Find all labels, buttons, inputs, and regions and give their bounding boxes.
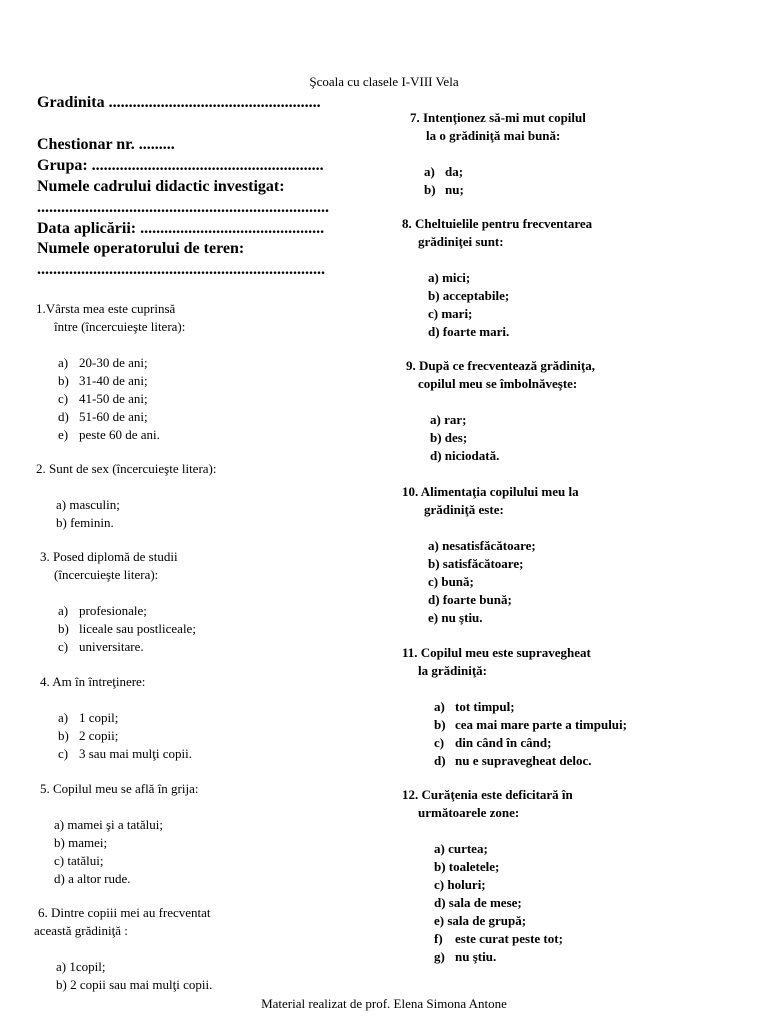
answer-option bbox=[428, 537, 579, 555]
option-letter: b) bbox=[424, 182, 436, 197]
option-letter: f) bbox=[434, 931, 443, 946]
answer-option bbox=[428, 573, 579, 591]
question-title: 8. Cheltuielile pentru frecventarea bbox=[402, 216, 593, 231]
option-letter: a) bbox=[424, 164, 435, 179]
option-text: 3 sau mai mulţi copii. bbox=[79, 746, 193, 761]
option-text: b) 2 copii sau mai mulţi copii. bbox=[56, 977, 213, 992]
option-text: e) nu ştiu. bbox=[428, 610, 483, 625]
option-text: c) bună; bbox=[428, 574, 474, 589]
answer-option bbox=[434, 912, 573, 930]
option-letter: g) bbox=[434, 949, 445, 964]
school-name: Şcoala cu clasele I-VIII Vela bbox=[309, 74, 459, 89]
answer-option bbox=[54, 870, 199, 888]
option-text: nu; bbox=[445, 182, 464, 197]
header-grupa: Grupa: .......................................................... bbox=[37, 157, 324, 174]
answer-option bbox=[58, 638, 196, 656]
answer-option bbox=[54, 816, 199, 834]
option-text: a) mici; bbox=[428, 270, 471, 285]
answer-option bbox=[58, 426, 185, 444]
option-text: nu ştiu. bbox=[455, 949, 497, 964]
question-title-cont: între (încercuieşte litera): bbox=[54, 319, 186, 334]
option-letter: a) bbox=[58, 710, 69, 725]
option-text: 31-40 de ani; bbox=[79, 373, 148, 388]
option-letter: c) bbox=[58, 746, 69, 761]
answer-option bbox=[58, 602, 196, 620]
option-text: e) sala de grupă; bbox=[434, 913, 527, 928]
option-text: 41-50 de ani; bbox=[79, 391, 148, 406]
header-cadru: Numele cadrului didactic investigat: bbox=[37, 178, 285, 195]
option-text: a) mamei şi a tatălui; bbox=[54, 817, 164, 832]
option-text: liceale sau postliceale; bbox=[79, 621, 196, 636]
header-gradinita: Gradinita ..................................................... bbox=[37, 94, 321, 111]
answer-option bbox=[58, 620, 196, 638]
option-text: d) foarte mari. bbox=[428, 324, 510, 339]
question-9 bbox=[406, 357, 595, 465]
answer-option bbox=[434, 840, 573, 858]
option-text: b) acceptabile; bbox=[428, 288, 510, 303]
answer-option bbox=[434, 734, 627, 752]
option-letter: c) bbox=[58, 391, 69, 406]
answer-option bbox=[58, 709, 192, 727]
answer-option bbox=[434, 752, 627, 770]
answer-option bbox=[56, 976, 212, 994]
question-12 bbox=[402, 786, 573, 966]
question-3 bbox=[40, 548, 196, 656]
option-letter: b) bbox=[58, 373, 69, 388]
question-title: 7. Intenţionez să-mi mut copilul bbox=[410, 110, 586, 125]
question-6 bbox=[34, 904, 213, 994]
header-dots-1: ......................................................................... bbox=[37, 199, 329, 216]
answer-option bbox=[58, 372, 185, 390]
option-text: b) des; bbox=[430, 430, 468, 445]
question-title: 2. Sunt de sex (încercuieşte litera): bbox=[36, 461, 217, 476]
option-text: 1 copil; bbox=[79, 710, 119, 725]
option-text: b) mamei; bbox=[54, 835, 108, 850]
question-title-cont: această grădiniţă : bbox=[34, 923, 128, 938]
option-letter: a) bbox=[58, 355, 69, 370]
question-title-cont: următoarele zone: bbox=[418, 805, 520, 820]
answer-option bbox=[434, 948, 573, 966]
option-text: a) rar; bbox=[430, 412, 467, 427]
question-7 bbox=[410, 109, 586, 199]
question-title-cont: copilul meu se îmbolnăveşte: bbox=[418, 376, 578, 391]
answer-option bbox=[428, 591, 579, 609]
question-title: 1.Vârsta mea este cuprinsă bbox=[36, 301, 176, 316]
option-text: a) nesatisfăcătoare; bbox=[428, 538, 536, 553]
option-text: este curat peste tot; bbox=[455, 931, 563, 946]
option-text: a) curtea; bbox=[434, 841, 488, 856]
answer-option bbox=[58, 727, 192, 745]
answer-option bbox=[58, 745, 192, 763]
answer-option bbox=[430, 411, 595, 429]
answer-option bbox=[428, 609, 579, 627]
question-title-cont: grădiniţei sunt: bbox=[418, 234, 504, 249]
option-text: c) mari; bbox=[428, 306, 473, 321]
option-text: b) feminin. bbox=[56, 515, 114, 530]
option-text: b) toaletele; bbox=[434, 859, 500, 874]
answer-option bbox=[430, 429, 595, 447]
option-text: nu e supravegheat deloc. bbox=[455, 753, 592, 768]
footer-credit: Material realizat de prof. Elena Simona Antone bbox=[261, 996, 507, 1011]
answer-option bbox=[434, 930, 573, 948]
option-text: c) holuri; bbox=[434, 877, 486, 892]
option-text: a) masculin; bbox=[56, 497, 120, 512]
option-letter: c) bbox=[434, 735, 445, 750]
option-letter: a) bbox=[434, 699, 445, 714]
answer-option bbox=[58, 408, 185, 426]
option-text: d) a altor rude. bbox=[54, 871, 131, 886]
question-title: 6. Dintre copiii mei au frecventat bbox=[38, 905, 211, 920]
question-10 bbox=[402, 483, 579, 627]
answer-option bbox=[428, 287, 592, 305]
option-letter: b) bbox=[434, 717, 446, 732]
question-8 bbox=[402, 215, 592, 341]
answer-option bbox=[434, 894, 573, 912]
answer-option bbox=[424, 163, 586, 181]
question-title-cont: grădiniţă este: bbox=[424, 502, 504, 517]
option-text: da; bbox=[445, 164, 464, 179]
option-letter: a) bbox=[58, 603, 69, 618]
option-text: a) 1copil; bbox=[56, 959, 106, 974]
question-5 bbox=[40, 780, 199, 888]
answer-option bbox=[54, 852, 199, 870]
question-title: 3. Posed diplomă de studii bbox=[40, 549, 178, 564]
question-title: 4. Am în întreţinere: bbox=[40, 674, 146, 689]
option-text: d) foarte bună; bbox=[428, 592, 512, 607]
option-text: 20-30 de ani; bbox=[79, 355, 148, 370]
option-letter: d) bbox=[58, 409, 69, 424]
option-text: c) tatălui; bbox=[54, 853, 104, 868]
question-1 bbox=[36, 300, 185, 444]
option-text: 2 copii; bbox=[79, 728, 119, 743]
answer-option bbox=[430, 447, 595, 465]
question-title-cont: la o grădiniţă mai bună: bbox=[426, 128, 561, 143]
answer-option bbox=[434, 858, 573, 876]
answer-option bbox=[56, 958, 212, 976]
answer-option bbox=[58, 390, 185, 408]
header-dots-2: ........................................................................ bbox=[37, 261, 325, 278]
question-title: 11. Copilul meu este supravegheat bbox=[402, 645, 591, 660]
header-data: Data aplicării: .............................................. bbox=[37, 220, 325, 237]
question-title: 10. Alimentaţia copilului meu la bbox=[402, 484, 579, 499]
question-2 bbox=[36, 460, 217, 532]
question-11 bbox=[402, 644, 627, 770]
option-text: cea mai mare parte a timpului; bbox=[455, 717, 627, 732]
answer-option bbox=[54, 834, 199, 852]
option-text: peste 60 de ani. bbox=[79, 427, 160, 442]
question-title: 9. După ce frecventează grădiniţa, bbox=[406, 358, 595, 373]
answer-option bbox=[434, 698, 627, 716]
option-text: din când în când; bbox=[455, 735, 552, 750]
question-title: 5. Copilul meu se află în grija: bbox=[40, 781, 199, 796]
option-letter: d) bbox=[434, 753, 446, 768]
option-text: d) niciodată. bbox=[430, 448, 500, 463]
answer-option bbox=[434, 876, 573, 894]
answer-option bbox=[58, 354, 185, 372]
answer-option bbox=[56, 496, 217, 514]
answer-option bbox=[428, 323, 592, 341]
option-text: d) sala de mese; bbox=[434, 895, 522, 910]
option-letter: b) bbox=[58, 621, 69, 636]
answer-option bbox=[428, 555, 579, 573]
header-chestionar: Chestionar nr. ......... bbox=[37, 136, 175, 153]
question-title-cont: la grădiniţă: bbox=[418, 663, 487, 678]
answer-option bbox=[424, 181, 586, 199]
answer-option bbox=[56, 514, 217, 532]
option-letter: b) bbox=[58, 728, 69, 743]
option-letter: c) bbox=[58, 639, 69, 654]
question-title: 12. Curăţenia este deficitară în bbox=[402, 787, 573, 802]
option-text: 51-60 de ani; bbox=[79, 409, 148, 424]
option-letter: e) bbox=[58, 427, 69, 442]
option-text: profesionale; bbox=[79, 603, 147, 618]
question-4 bbox=[40, 673, 192, 763]
option-text: b) satisfăcătoare; bbox=[428, 556, 524, 571]
question-title-cont: (încercuieşte litera): bbox=[54, 567, 159, 582]
option-text: universitare. bbox=[79, 639, 144, 654]
answer-option bbox=[428, 305, 592, 323]
answer-option bbox=[428, 269, 592, 287]
header-operator: Numele operatorului de teren: bbox=[37, 240, 245, 257]
option-text: tot timpul; bbox=[455, 699, 515, 714]
answer-option bbox=[434, 716, 627, 734]
